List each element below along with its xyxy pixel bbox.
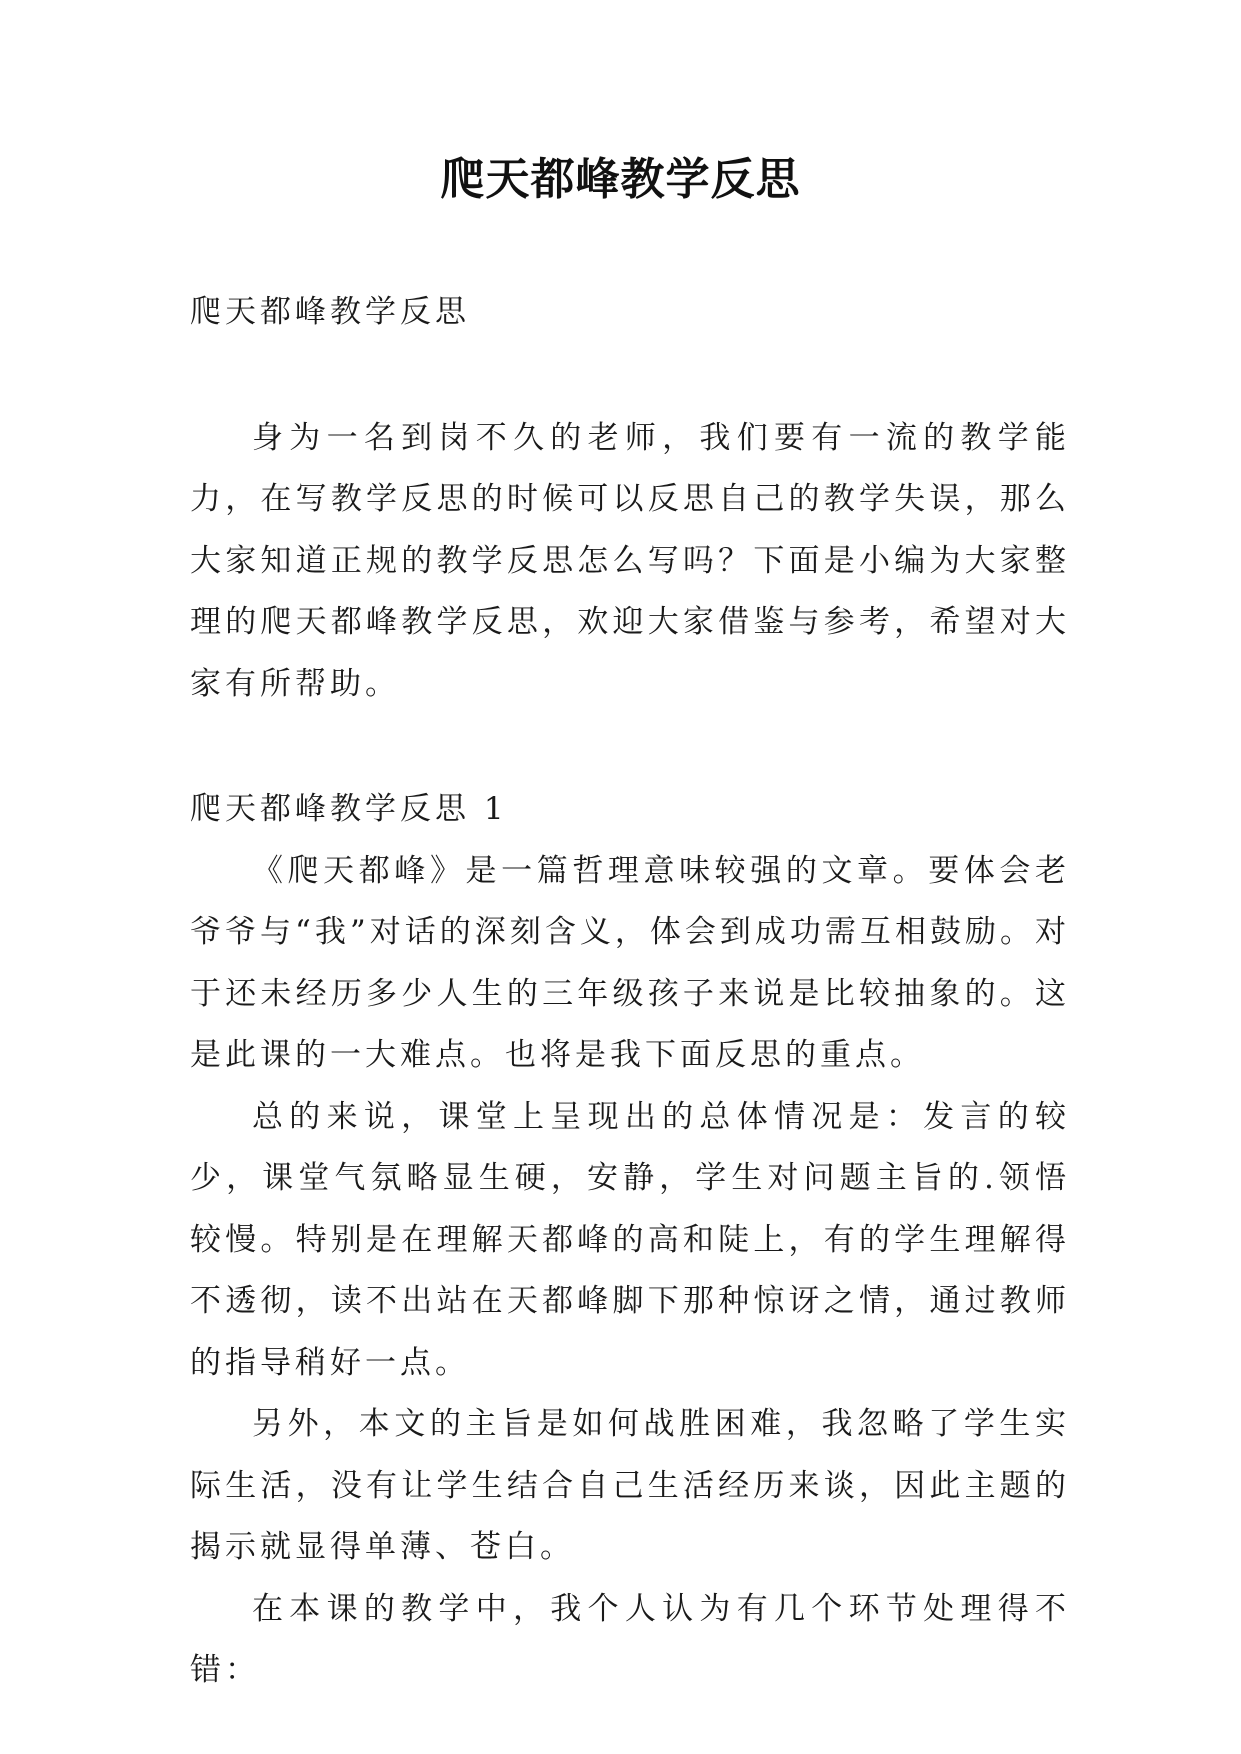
document-title: 爬天都峰教学反思: [440, 154, 801, 205]
body-paragraph: 另外，本文的主旨是如何战胜困难，我忽略了学生实际生活，没有让学生结合自己生活经历来谈，因此主题的揭示就显得单薄、苍白。: [190, 1406, 1070, 1565]
body-paragraph: 《爬天都峰》是一篇哲理意味较强的文章。要体会老爷爷与“我”对话的深刻含义，体会到成功需互相鼓励。对于还未经历多少人生的三年级孩子来说是比较抽象的。这是此课的一大难点。也将是我下面反思的重点。: [190, 852, 1070, 1073]
spacer: [190, 715, 1070, 779]
body-paragraph: 总的来说，课堂上呈现出的总体情况是：发言的较少，课堂气氛略显生硬，安静，学生对问题主旨的.领悟较慢。特别是在理解天都峰的高和陡上，有的学生理解得不透彻，读不出站在天都峰脚下那种惊讶之情，通过教师的指导稍好一点。: [190, 1098, 1070, 1381]
document-subtitle: 爬天都峰教学反思: [190, 294, 470, 330]
spacer: [190, 344, 1070, 408]
intro-paragraph: 身为一名到岗不久的老师，我们要有一流的教学能力，在写教学反思的时候可以反思自己的教学失误，那么大家知道正规的教学反思怎么写吗？下面是小编为大家整理的爬天都峰教学反思，欢迎大家借鉴与参考，希望对大家有所帮助。: [190, 419, 1070, 702]
body-paragraph: 在本课的教学中，我个人认为有几个环节处理得不错：: [190, 1590, 1070, 1688]
document-body: [190, 282, 1070, 1702]
section-heading: 爬天都峰教学反思 1: [190, 791, 508, 827]
